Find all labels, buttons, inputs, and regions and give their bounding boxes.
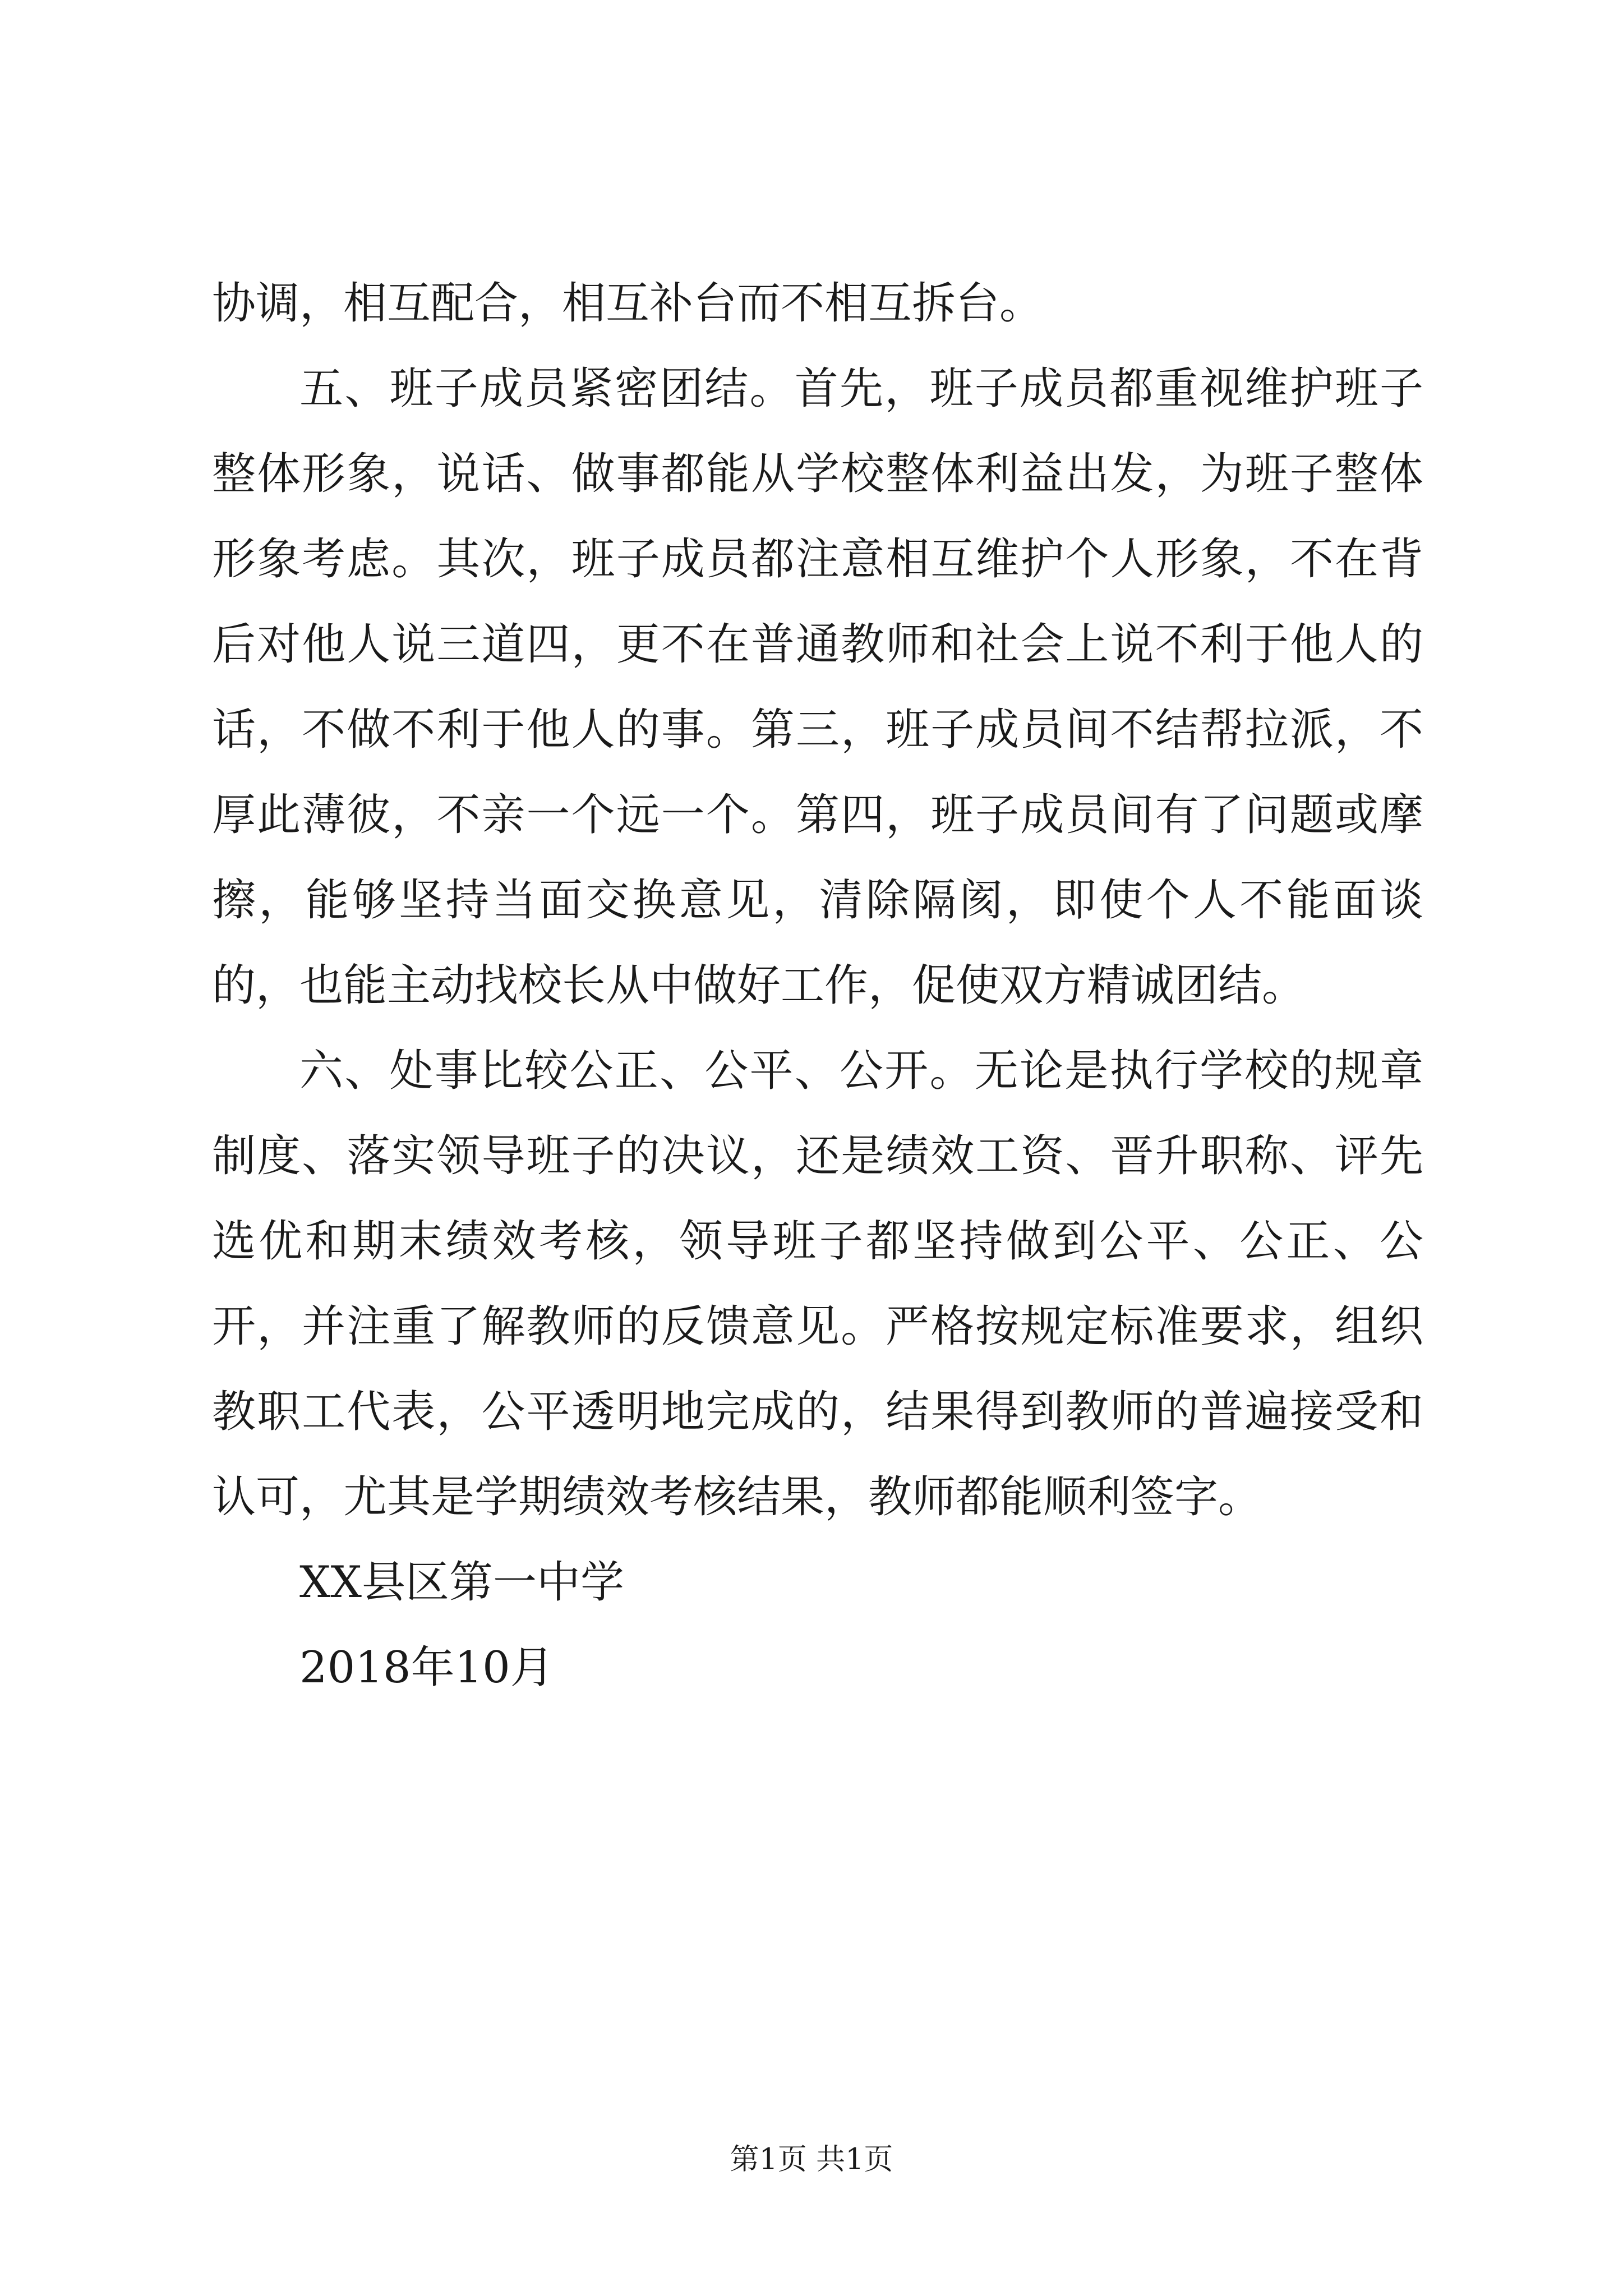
signature-organization: XX县区第一中学	[299, 1557, 625, 1608]
signature-date: 2018年10月	[299, 1642, 554, 1693]
paragraph-six-fairness: 六、处事比较公正、公平、公开。无论是执行学校的规章制度、落实领导班子的决议，还是绩效工资、晋升职称、评先选优和期末绩效考核，领导班子都坚持做到公平、公正、公开，并注重了解教师的反馈意见。严格按规定标准要求，组织教职工代表，公平透明地完成的，结果得到教师的普遍接受和认可，尤其是学期绩效考核结果，教师都能顺利签字。	[212, 1046, 1423, 1522]
paragraph-five-unity: 五、班子成员紧密团结。首先，班子成员都重视维护班子整体形象，说话、做事都能从学校整体利益出发，为班子整体形象考虑。其次，班子成员都注意相互维护个人形象，不在背后对他人说三道四，更不在普通教师和社会上说不利于他人的话，不做不利于他人的事。第三，班子成员间不结帮拉派，不厚此薄彼，不亲一个远一个。第四，班子成员间有了问题或摩擦，能够坚持当面交换意见，清除隔阂，即使个人不能面谈的，也能主动找校长从中做好工作，促使双方精诚团结。	[212, 364, 1423, 1011]
document-body	[212, 261, 1423, 1710]
paragraph-continuation: 协调，相互配合，相互补台而不相互拆台。	[212, 278, 1044, 329]
page-footer: 第1页 共1页	[730, 2143, 893, 2177]
